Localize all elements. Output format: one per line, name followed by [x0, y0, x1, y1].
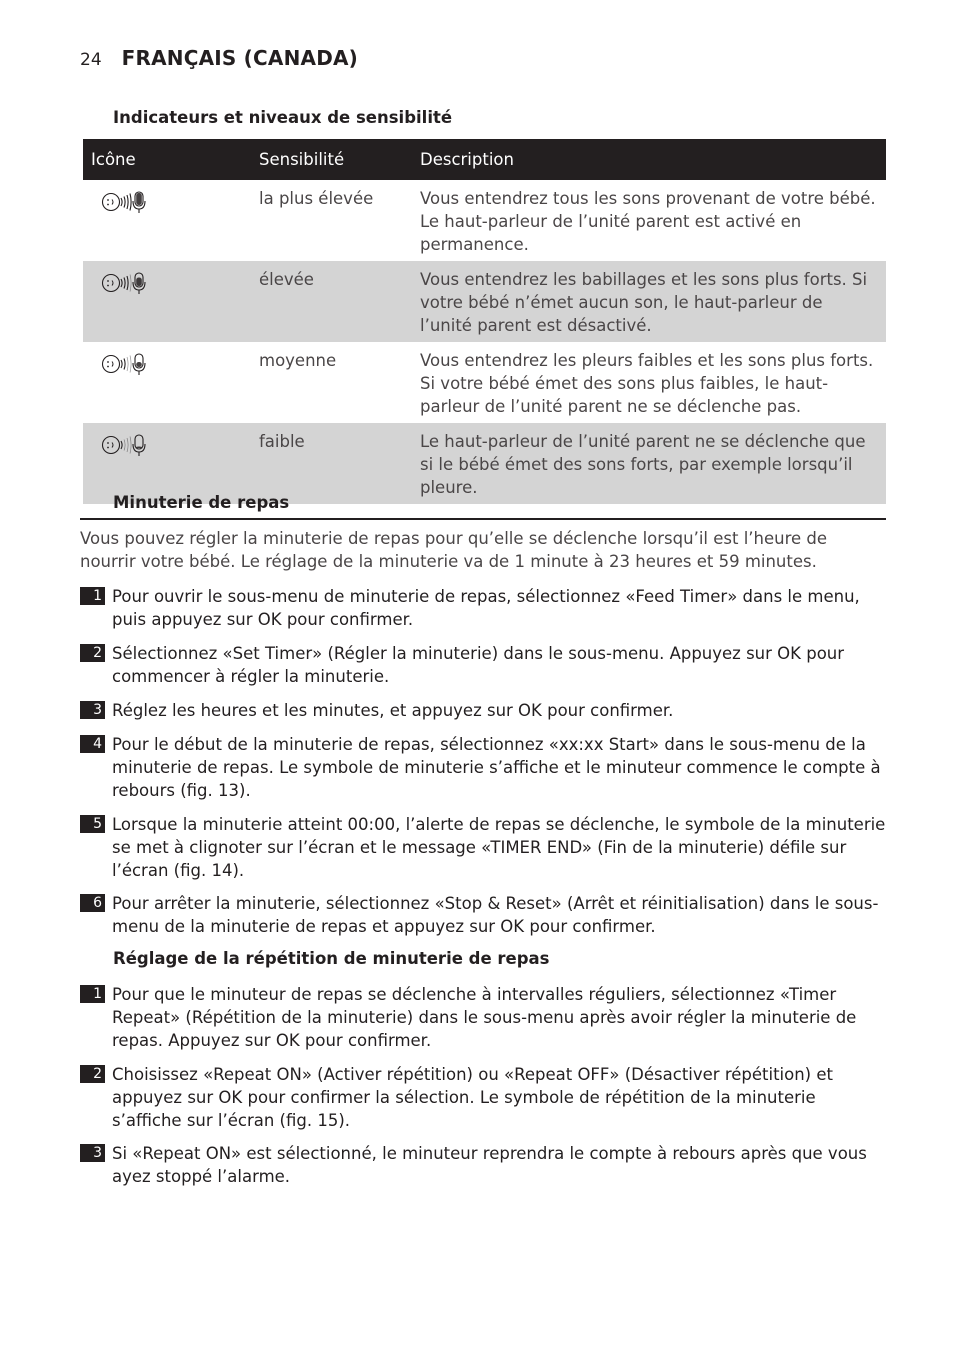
description-cell: Vous entendrez les babillages et les sons plus forts. Si votre bébé n’émet aucun son, le haut-parleur de l’unité parent est désactivé.	[412, 261, 886, 342]
column-header-sensitivity: Sensibilité	[251, 139, 412, 180]
step-text: Lorsque la minuterie atteint 00:00, l’alerte de repas se déclenche, le symbole de la minuterie se met à clignoter sur l’écran et le message «TIMER END» (Fin de la minuterie) défile sur l’écran (fig. 14).	[112, 815, 886, 880]
step-number-badge: 3	[80, 701, 105, 719]
list-item	[80, 699, 886, 722]
baby-sound-high-icon	[101, 270, 149, 296]
step-text: Si «Repeat ON» est sélectionné, le minuteur reprendra le compte à rebours après que vous ayez stoppé l’alarme.	[112, 1144, 867, 1186]
baby-sound-medium-icon	[101, 351, 149, 377]
sensitivity-cell: moyenne	[259, 351, 337, 370]
description-cell: Vous entendrez tous les sons provenant de votre bébé. Le haut-parleur de l’unité parent est activé en permanence.	[420, 189, 876, 254]
icon-cell	[83, 180, 251, 261]
list-item	[80, 585, 886, 631]
page-header	[80, 46, 358, 76]
page-number: 24	[80, 50, 102, 70]
step-text: Choisissez «Repeat ON» (Activer répétition) ou «Repeat OFF» (Désactiver répétition) et appuyez sur OK pour confirmer la sélection. Le symbole de répétition de la minuterie s’affiche sur l’écran (fig. 15).	[112, 1065, 833, 1130]
table-header-row	[83, 139, 886, 180]
step-number-badge: 1	[80, 985, 105, 1003]
step-number-badge: 2	[80, 1065, 105, 1083]
page-language-title: FRANÇAIS (CANADA)	[121, 46, 359, 70]
table-row	[83, 261, 886, 342]
description-cell: Vous entendrez les pleurs faibles et les sons plus forts. Si votre bébé émet des sons plus faibles, le haut-parleur de l’unité parent ne se déclenche pas.	[420, 351, 874, 416]
step-number-badge: 4	[80, 735, 105, 753]
repeat-heading: Réglage de la répétition de minuterie de repas	[113, 949, 550, 968]
step-number-badge: 2	[80, 644, 105, 662]
step-number-badge: 3	[80, 1144, 105, 1162]
icon-cell	[83, 423, 251, 504]
table-row	[83, 423, 886, 504]
section-divider	[80, 518, 886, 520]
step-number-badge: 1	[80, 587, 105, 605]
step-text: Pour le début de la minuterie de repas, sélectionnez «xx:xx Start» dans le sous-menu de la minuterie de repas. Le symbole de minuterie s’affiche et le minuteur commence le compte à rebours (fig. 13).	[112, 735, 881, 800]
sensitivity-cell: la plus élevée	[259, 189, 374, 208]
step-text: Réglez les heures et les minutes, et appuyez sur OK pour confirmer.	[112, 701, 674, 720]
list-item	[80, 1063, 886, 1132]
column-header-icon: Icône	[83, 139, 251, 180]
step-text: Pour arrêter la minuterie, sélectionnez «Stop & Reset» (Arrêt et réinitialisation) dans le sous-menu de la minuterie de repas et appuyez sur OK pour confirmer.	[112, 894, 879, 936]
table-row	[83, 342, 886, 423]
step-number-badge: 6	[80, 894, 105, 912]
list-item	[80, 983, 886, 1052]
baby-sound-highest-icon	[101, 189, 149, 215]
sensitivity-table	[83, 139, 886, 504]
description-cell: Le haut-parleur de l’unité parent ne se déclenche que si le bébé émet des sons forts, par exemple lorsqu’il pleure.	[412, 423, 886, 504]
baby-sound-low-icon	[101, 432, 149, 458]
step-text: Pour ouvrir le sous-menu de minuterie de repas, sélectionnez «Feed Timer» dans le menu, puis appuyez sur OK pour confirmer.	[112, 587, 860, 629]
icon-cell	[83, 261, 251, 342]
column-header-description: Description	[412, 139, 886, 180]
list-item	[80, 892, 886, 938]
list-item	[80, 1142, 886, 1188]
step-text: Sélectionnez «Set Timer» (Régler la minuterie) dans le sous-menu. Appuyez sur OK pour commencer à régler la minuterie.	[112, 644, 845, 686]
sensitivity-cell: faible	[251, 423, 412, 504]
icon-cell	[83, 342, 251, 423]
step-text: Pour que le minuteur de repas se déclenche à intervalles réguliers, sélectionnez «Timer Repeat» (Répétition de la minuterie) dans le sous-menu après avoir régler la minuterie de repas. Appuyez sur OK pour confirmer.	[112, 985, 857, 1050]
step-number-badge: 5	[80, 815, 105, 833]
sensitivity-cell: élevée	[251, 261, 412, 342]
list-item	[80, 733, 886, 802]
sensitivity-heading: Indicateurs et niveaux de sensibilité	[113, 108, 453, 127]
feed-timer-intro: Vous pouvez régler la minuterie de repas pour qu’elle se déclenche lorsqu’il est l’heure de nourrir votre bébé. Le réglage de la minuterie va de 1 minute à 23 heures et 59 minutes.	[80, 529, 828, 571]
list-item	[80, 813, 886, 882]
list-item	[80, 642, 886, 688]
table-row	[83, 180, 886, 261]
feed-timer-heading: Minuterie de repas	[113, 493, 290, 512]
